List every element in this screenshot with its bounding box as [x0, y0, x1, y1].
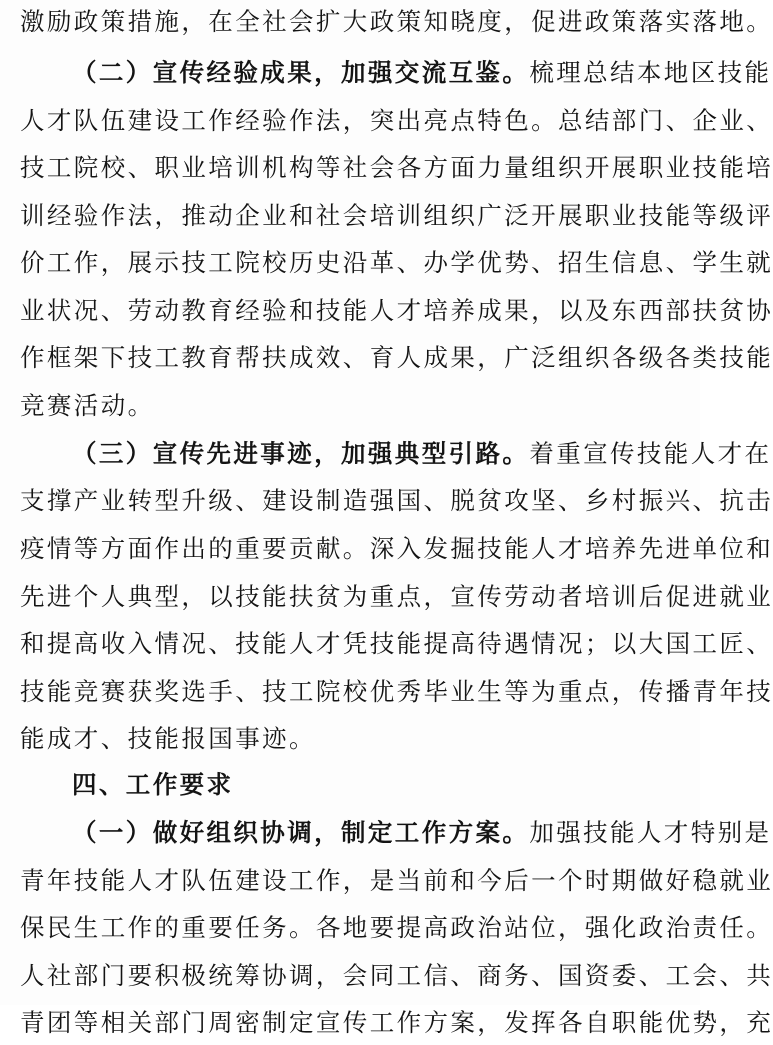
paragraph-line: 业状况、劳动教育经验和技能人才培养成果，以及东西部扶贫协 — [20, 296, 773, 325]
paragraph-line: 价工作，展示技工院校历史沿革、办学优势、招生信息、学生就 — [20, 248, 773, 277]
paragraph-line — [72, 811, 772, 855]
paragraph-lead: （二）宣传经验成果，加强交流互鉴。 — [72, 58, 530, 87]
paragraph-lead: （三）宣传先进事迹，加强典型引路。 — [72, 439, 530, 468]
paragraph-line: 人社部门要积极统筹协调，会同工信、商务、国资委、工会、共 — [20, 961, 773, 990]
paragraph-line: 技工院校、职业培训机构等社会各方面力量组织开展职业技能培 — [20, 153, 773, 182]
paragraph-line: 训经验作法，推动企业和社会培训组织广泛开展职业技能等级评 — [20, 201, 773, 230]
paragraph-line: 青年技能人才队伍建设工作，是当前和今后一个时期做好稳就业 — [20, 866, 773, 895]
paragraph-line: 人才队伍建设工作经验作法，突出亮点特色。总结部门、企业、 — [20, 106, 773, 135]
paragraph-lead: （一）做好组织协调，制定工作方案。 — [72, 818, 530, 847]
paragraph-line — [72, 51, 772, 95]
paragraph-line: 技能竞赛获奖选手、技工院校优秀毕业生等为重点，传播青年技 — [20, 677, 773, 706]
paragraph-line: 保民生工作的重要任务。各地要提高政治站位，强化政治责任。 — [20, 913, 773, 942]
section-heading: 四、工作要求 — [72, 770, 234, 799]
paragraph-line: 竞赛活动。 — [20, 391, 155, 420]
paragraph-line: 青团等相关部门周密制定宣传工作方案，发挥各自职能优势，充 — [20, 1008, 773, 1037]
paragraph-line: 支撑产业转型升级、建设制造强国、脱贫攻坚、乡村振兴、抗击 — [20, 486, 773, 515]
paragraph-line: 作框架下技工教育帮扶成效、育人成果，广泛组织各级各类技能 — [20, 343, 773, 372]
paragraph-text: 着重宣传技能人才在 — [529, 439, 772, 468]
paragraph-line: 和提高收入情况、技能人才凭技能提高待遇情况；以大国工匠、 — [20, 629, 773, 658]
paragraph-text: 加强技能人才特别是 — [529, 818, 772, 847]
paragraph-text: 梳理总结本地区技能 — [529, 58, 772, 87]
paragraph-line: 激励政策措施，在全社会扩大政策知晓度，促进政策落实落地。 — [20, 7, 773, 36]
paragraph-line — [72, 432, 772, 476]
paragraph-line: 能成才、技能报国事迹。 — [20, 724, 316, 753]
paragraph-line: 疫情等方面作出的重要贡献。深入发掘技能人才培养先进单位和 — [20, 534, 773, 563]
paragraph-line: 先进个人典型，以技能扶贫为重点，宣传劳动者培训后促进就业 — [20, 582, 773, 611]
